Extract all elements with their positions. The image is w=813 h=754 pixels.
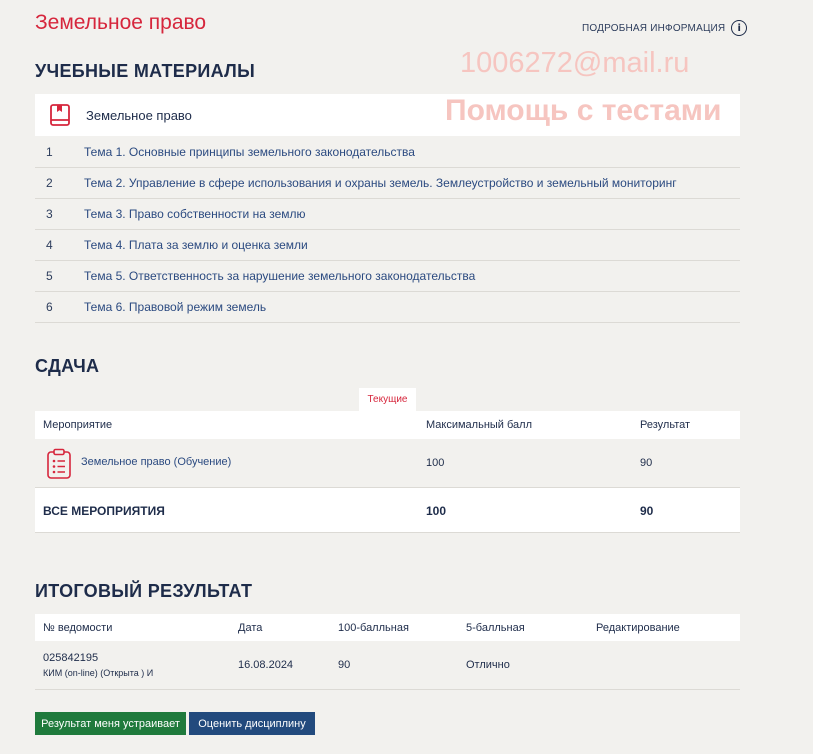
- rate-discipline-button[interactable]: Оценить дисциплину: [189, 712, 315, 735]
- topic-number: 1: [46, 145, 53, 159]
- topic-row: [35, 261, 740, 292]
- watermark-email: 1006272@mail.ru: [460, 47, 690, 79]
- course-materials-title: Земельное право: [86, 107, 192, 123]
- topic-number: 4: [46, 238, 53, 252]
- info-icon: i: [731, 20, 747, 36]
- topic-link[interactable]: Тема 3. Право собственности на землю: [84, 207, 306, 221]
- topic-link[interactable]: Тема 4. Плата за землю и оценка земли: [84, 238, 308, 252]
- submission-table-header: [35, 411, 740, 439]
- topic-row: [35, 137, 740, 168]
- topic-link[interactable]: Тема 5. Ответственность за нарушение земельного законодательства: [84, 269, 476, 283]
- col-edit: Редактирование: [596, 622, 680, 634]
- event-result: 90: [640, 457, 653, 469]
- more-info-label: ПОДРОБНАЯ ИНФОРМАЦИЯ: [582, 22, 726, 34]
- result-date: 16.08.2024: [238, 659, 294, 671]
- result-score5: Отлично: [466, 659, 510, 671]
- materials-heading: УЧЕБНЫЕ МАТЕРИАЛЫ: [35, 61, 256, 81]
- submission-heading: СДАЧА: [35, 356, 100, 376]
- course-title: Земельное право: [35, 11, 207, 34]
- col-date: Дата: [238, 622, 263, 634]
- col-result: Результат: [640, 419, 691, 431]
- final-heading: ИТОГОВЫЙ РЕЗУЛЬТАТ: [35, 581, 253, 601]
- topic-row: [35, 199, 740, 230]
- tab-current[interactable]: Текущие: [359, 388, 416, 411]
- topic-link[interactable]: Тема 1. Основные принципы земельного законодательства: [84, 145, 415, 159]
- book-icon: [48, 103, 72, 127]
- sheet-type: КИМ (on-line) (Открыта ) И: [43, 668, 154, 678]
- more-info-link[interactable]: [582, 20, 747, 36]
- watermark-slogan: Помощь с тестами: [445, 94, 722, 127]
- topic-number: 2: [46, 176, 53, 190]
- table-row: [35, 641, 740, 690]
- topic-row: [35, 168, 740, 199]
- table-row: [35, 439, 740, 488]
- topic-link[interactable]: Тема 6. Правовой режим земель: [84, 300, 267, 314]
- final-table-header: [35, 614, 740, 641]
- clipboard-list-icon: [46, 448, 72, 480]
- col-event: Мероприятие: [43, 419, 113, 431]
- event-link[interactable]: Земельное право (Обучение): [81, 456, 232, 468]
- topic-number: 3: [46, 207, 53, 221]
- topic-row: [35, 292, 740, 323]
- total-label: ВСЕ МЕРОПРИЯТИЯ: [43, 504, 165, 518]
- topic-number: 6: [46, 300, 53, 314]
- col-sheet: № ведомости: [43, 622, 113, 634]
- result-score100: 90: [338, 659, 351, 671]
- accept-result-button[interactable]: Результат меня устраивает: [35, 712, 186, 735]
- topic-number: 5: [46, 269, 53, 283]
- topic-row: [35, 230, 740, 261]
- total-row: [35, 488, 740, 533]
- sheet-number: 025842195: [43, 652, 99, 664]
- event-max-score: 100: [426, 457, 445, 469]
- col-max-score: Максимальный балл: [426, 419, 532, 431]
- col-score100: 100-балльная: [338, 622, 409, 634]
- col-score5: 5-балльная: [466, 622, 525, 634]
- total-max-score: 100: [426, 504, 447, 518]
- total-result: 90: [640, 504, 654, 518]
- topic-link[interactable]: Тема 2. Управление в сфере использования и охраны земель. Землеустройство и земельный мониторинг: [84, 176, 677, 190]
